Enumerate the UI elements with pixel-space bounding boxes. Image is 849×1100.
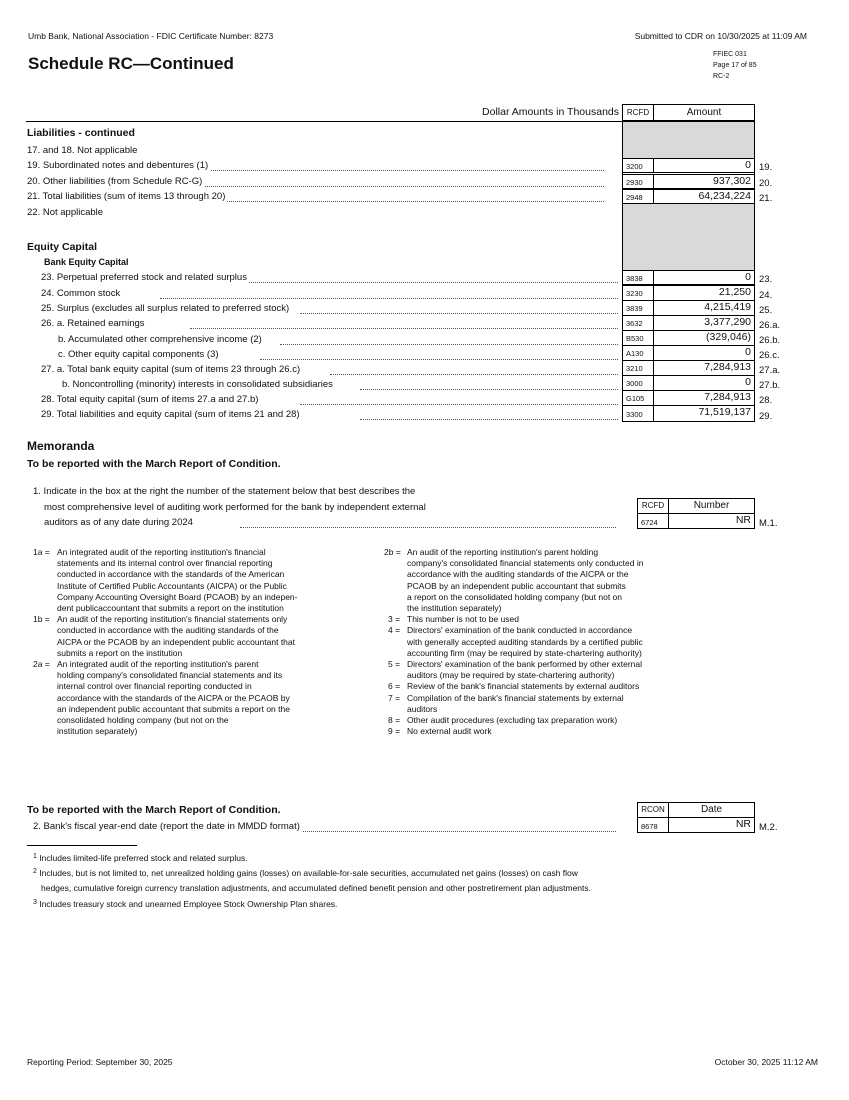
audit-option-number: 6 = <box>388 681 401 692</box>
leader-dots <box>300 404 618 405</box>
audit-option-line: Other audit procedures (excluding tax preparation work) <box>407 715 618 726</box>
item-code: 3838 <box>626 274 643 283</box>
item-amount: 937,302 <box>713 175 751 187</box>
footnote-text: Includes limited-life preferred stock and related surplus. <box>39 853 248 863</box>
audit-option-line: a report on the consolidated holding company (but not on <box>407 591 623 602</box>
audit-option-line: Review of the bank's financial statements by external auditors <box>407 681 640 692</box>
audit-option-line: an independent public accountant that submits a report on the <box>57 703 290 714</box>
reporting-period: Reporting Period: September 30, 2025 <box>27 1057 173 1067</box>
audit-option-text <box>33 547 298 614</box>
line-item-label: 17. and 18. Not applicable <box>27 145 138 156</box>
amount-cell <box>653 174 755 189</box>
item-amount: NR <box>735 818 751 830</box>
item-ref: 28. <box>759 395 773 406</box>
memo-item2-label: 2. Bank's fiscal year-end date (report the date in MMDD format) <box>33 821 300 832</box>
footnote-text: hedges, cumulative foreign currency translation adjustments, and accumulated defined benefit pension and other postretirement plan adjustments. <box>41 883 591 893</box>
audit-option-line: AICPA or the PCAOB by an independent public accountant that <box>57 636 295 647</box>
amount-header-cell <box>653 104 755 121</box>
amount-cell <box>653 189 755 204</box>
line-item-label: 26. a. Retained earnings <box>41 318 145 329</box>
audit-option-line: An integrated audit of the reporting institution's financial <box>57 547 266 557</box>
audit-option-text <box>384 693 643 715</box>
line-item-label: 27. a. Total bank equity capital (sum of items 23 through 26.c) <box>41 364 301 375</box>
audit-option-line: auditors (may be required by state-chartering authority) <box>407 670 615 681</box>
audit-option-number: 8 = <box>388 715 401 726</box>
item-amount: 0 <box>745 159 751 171</box>
audit-option-number: 9 = <box>388 726 401 737</box>
item-ref: 27.b. <box>759 380 781 391</box>
item-ref: 19. <box>759 162 773 173</box>
item-code: 3200 <box>626 162 643 171</box>
item-code: 2948 <box>626 193 643 202</box>
item-code: 3210 <box>626 364 643 373</box>
item-ref: 26.a. <box>759 320 781 331</box>
footnote-text: Includes treasury stock and unearned Employee Stock Ownership Plan shares. <box>39 899 338 909</box>
audit-option-line: This number is not to be used <box>407 614 519 625</box>
audit-option-text <box>384 614 643 625</box>
leader-dots <box>200 282 618 283</box>
audit-option-line: accounting firm (may be required by state-chartering authority) <box>407 647 642 658</box>
item-code: 8678 <box>641 822 658 831</box>
audit-option-line: internal control over financial reporting conducted in <box>57 681 252 692</box>
audit-option-line: consolidated holding company (but not on the <box>57 715 229 726</box>
memoranda-title: Memoranda <box>27 439 95 453</box>
footnote-number: 3 <box>33 899 37 906</box>
audit-option-line: holding company's consolidated financial statements and its <box>57 670 283 681</box>
memo2-code-header: RCON <box>641 805 665 814</box>
code-cell <box>622 360 654 376</box>
audit-option-line: An audit of the reporting institution's parent holding <box>407 547 599 557</box>
audit-option-line: submits a report on the institution <box>57 647 183 658</box>
submission-info: Submitted to CDR on 10/30/2025 at 11:09 AM <box>634 31 807 41</box>
audit-option-number: 3 = <box>388 614 401 625</box>
footnote-number: 2 <box>33 868 37 875</box>
page-title: Schedule RC—Continued <box>28 54 234 73</box>
code-cell <box>622 285 654 301</box>
audit-option-line: company's consolidated financial statements only conducted in <box>407 558 644 569</box>
code-cell <box>622 315 654 331</box>
memo2-value-header: Date <box>700 804 723 815</box>
memoranda-subtitle: To be reported with the March Report of Condition. <box>27 458 281 470</box>
number-header-cell <box>668 498 755 514</box>
line-item-label: 24. Common stock <box>41 288 121 299</box>
footnote-3 <box>33 899 337 909</box>
audit-option-line: PCAOB by an independent public accountant that submits <box>407 580 626 591</box>
bank-name: Umb Bank, National Association - FDIC Certificate Number: 8273 <box>28 31 274 41</box>
line-item-label: 29. Total liabilities and equity capital (sum of items 21 and 28) <box>41 409 300 420</box>
item-code: 3300 <box>626 410 643 419</box>
footnote-rule <box>27 845 137 846</box>
equity-section-title: Equity Capital <box>27 241 98 253</box>
form-number: FFIEC 031 <box>713 51 747 58</box>
footnote-1 <box>33 853 248 863</box>
leader-dots <box>240 527 616 528</box>
leader-dots <box>330 374 618 375</box>
rcfd-header-cell <box>637 498 669 514</box>
audit-option <box>33 659 298 737</box>
item-ref: 26.b. <box>759 335 781 346</box>
memo1-value-header: Number <box>693 500 730 511</box>
leader-dots <box>260 359 618 360</box>
footer-timestamp: October 30, 2025 11:12 AM <box>714 1057 818 1067</box>
line-item-label: b. Noncontrolling (minority) interests in consolidated subsidiaries <box>62 379 333 390</box>
line-item-label: 19. Subordinated notes and debentures (1) <box>27 160 209 171</box>
rcfd-header-cell <box>622 104 654 121</box>
audit-option-number: 2a = <box>33 659 50 670</box>
shaded-block <box>623 204 755 270</box>
footnote-number: 1 <box>33 853 37 860</box>
item-code: G105 <box>626 394 645 403</box>
amount-cell <box>653 390 755 406</box>
audit-option <box>384 693 643 715</box>
code-cell <box>622 189 654 204</box>
audit-option-line: Directors' examination of the bank conducted in accordance <box>407 625 633 636</box>
audit-option <box>33 547 298 614</box>
leader-dots <box>300 831 616 832</box>
audit-option <box>384 659 643 681</box>
dollar-amounts-label: Dollar Amounts in Thousands <box>482 106 619 118</box>
footnote-2 <box>33 868 578 878</box>
code-cell <box>622 375 654 391</box>
audit-option-line: with generally accepted auditing standards by a certified public <box>407 636 643 647</box>
line-item-label: 28. Total equity capital (sum of items 27.a and 27.b) <box>41 394 259 405</box>
code-cell <box>622 174 654 189</box>
audit-option-number: 5 = <box>388 659 401 670</box>
item-amount: 0 <box>745 376 751 388</box>
amount-cell <box>653 158 755 173</box>
item-amount: 3,377,290 <box>704 316 751 328</box>
item-ref: M.1. <box>759 518 778 529</box>
memo-item2-subtitle: To be reported with the March Report of Condition. <box>27 804 281 816</box>
leader-dots <box>160 298 618 299</box>
audit-option-text <box>33 614 298 659</box>
item-amount: 21,250 <box>718 286 751 298</box>
audit-option-line: accordance with the standards of the AICPA or the PCAOB by <box>57 692 290 703</box>
line-item-label: 21. Total liabilities (sum of items 13 through 20) <box>27 191 226 202</box>
audit-option-line: An integrated audit of the reporting institution's parent <box>57 659 259 670</box>
item-ref: 25. <box>759 305 773 316</box>
leader-dots <box>360 419 618 420</box>
code-cell <box>637 817 669 833</box>
footnote-text: Includes, but is not limited to, net unrealized holding gains (losses) on available-for-sale securities, accumulated net gains (losses) on cash flow <box>39 868 578 878</box>
amount-cell <box>653 270 755 285</box>
leader-dots <box>280 344 618 345</box>
item-code: A130 <box>626 349 644 358</box>
item-ref: 27.a. <box>759 365 781 376</box>
item-code: 3632 <box>626 319 643 328</box>
code-cell <box>622 390 654 406</box>
audit-option <box>384 625 643 659</box>
leader-dots <box>190 328 618 329</box>
audit-option <box>33 614 298 659</box>
audit-option-line: auditors <box>407 703 438 714</box>
memo-item1-line1: 1. Indicate in the box at the right the number of the statement below that best describes the <box>33 486 416 497</box>
item-code: 3839 <box>626 304 643 313</box>
page-number: Page 17 of 85 <box>713 62 757 69</box>
date-header-cell <box>668 802 755 818</box>
line-item-label: 22. Not applicable <box>27 207 104 218</box>
item-amount: 7,284,913 <box>704 361 751 373</box>
audit-option-number: 2b = <box>384 547 401 557</box>
amount-cell <box>668 817 755 833</box>
amount-cell <box>653 285 755 301</box>
audit-option-line: conducted in accordance with the standards of the American <box>57 569 285 580</box>
item-code: 3230 <box>626 289 643 298</box>
audit-option-text <box>384 659 643 681</box>
audit-option-line: accordance with the auditing standards of the AICPA or the <box>407 569 629 580</box>
amount-cell <box>653 360 755 376</box>
audit-option-list-left <box>33 547 298 737</box>
amount-header: Amount <box>686 107 722 118</box>
code-cell <box>622 158 654 173</box>
audit-option-text <box>33 659 298 737</box>
audit-option-text <box>384 547 643 614</box>
audit-option <box>384 547 643 614</box>
line-item-label: b. Accumulated other comprehensive income (2) <box>58 334 262 345</box>
audit-option <box>384 614 643 625</box>
item-code: 2930 <box>626 178 643 187</box>
item-amount: 7,284,913 <box>704 391 751 403</box>
audit-option-line: statements and its internal control over financial reporting <box>57 558 273 569</box>
line-item-label: c. Other equity capital components (3) <box>58 349 219 360</box>
audit-option-list-right <box>384 547 643 737</box>
memo-item1-line3: auditors as of any date during 2024 <box>44 517 193 528</box>
audit-option-line: Company Accounting Oversight Board (PCAOB) by an indepen- <box>57 591 298 602</box>
audit-option-text <box>384 681 643 692</box>
code-cell <box>622 270 654 285</box>
item-amount: 64,234,224 <box>698 190 751 202</box>
amount-cell <box>668 513 755 529</box>
item-amount: 0 <box>745 271 751 283</box>
item-ref: 23. <box>759 274 773 285</box>
audit-option-line: Institute of Certified Public Accountants (AICPA) or the Public <box>57 580 287 591</box>
rcfd-header: RCFD <box>626 108 650 117</box>
code-cell <box>622 300 654 316</box>
audit-option <box>384 715 643 726</box>
item-ref: 29. <box>759 411 773 422</box>
item-ref: 21. <box>759 193 773 204</box>
item-code: 3000 <box>626 379 643 388</box>
audit-option-line: No external audit work <box>407 726 492 737</box>
item-ref: 26.c. <box>759 350 780 361</box>
audit-option-text <box>384 726 643 737</box>
amount-cell <box>653 375 755 391</box>
audit-option-text <box>384 625 643 659</box>
audit-option-line: institution separately) <box>57 726 138 737</box>
item-amount: 0 <box>745 346 751 358</box>
schedule-code: RC-2 <box>713 73 730 80</box>
item-code: 6724 <box>641 518 658 527</box>
audit-option-text <box>384 715 643 726</box>
amount-cell <box>653 345 755 361</box>
item-amount: NR <box>735 514 751 526</box>
audit-option <box>384 681 643 692</box>
code-cell <box>637 513 669 529</box>
leader-dots <box>360 389 618 390</box>
amount-cell <box>653 300 755 316</box>
audit-option-number: 1a = <box>33 547 50 557</box>
item-amount: 71,519,137 <box>698 406 751 418</box>
code-cell <box>622 345 654 361</box>
code-cell <box>622 330 654 346</box>
audit-option-line: Directors' examination of the bank performed by other external <box>407 659 643 670</box>
memo1-code-header: RCFD <box>641 501 665 510</box>
line-item-label: 25. Surplus (excludes all surplus related to preferred stock) <box>41 303 290 314</box>
code-cell <box>622 405 654 422</box>
liabilities-section-title: Liabilities - continued <box>27 127 135 139</box>
item-code: B530 <box>626 334 644 343</box>
audit-option-number: 4 = <box>388 625 401 636</box>
line-item-label: 20. Other liabilities (from Schedule RC-G) <box>27 176 203 187</box>
audit-option-line: conducted in accordance with the auditing standards of the <box>57 625 279 636</box>
line-item-label: 23. Perpetual preferred stock and related surplus <box>41 272 247 283</box>
amount-cell <box>653 330 755 346</box>
item-amount: (329,046) <box>706 331 751 343</box>
audit-option-number: 7 = <box>388 692 401 703</box>
rcon-header-cell <box>637 802 669 818</box>
equity-subsection-title: Bank Equity Capital <box>44 257 129 267</box>
audit-option-line: dent publicaccountant that submits a report on the institution <box>57 603 284 614</box>
item-amount: 4,215,419 <box>704 301 751 313</box>
footnote-2-continued <box>41 883 591 893</box>
leader-dots <box>300 313 618 314</box>
audit-option-number: 1b = <box>33 614 50 625</box>
audit-option <box>384 726 643 737</box>
item-ref: M.2. <box>759 822 778 833</box>
memo-item1-line2: most comprehensive level of auditing work performed for the bank by independent external <box>44 502 426 513</box>
shaded-block <box>623 122 755 158</box>
amount-cell <box>653 315 755 331</box>
audit-option-line: the institution separately) <box>407 603 502 614</box>
audit-option-line: An audit of the reporting institution's financial statements only <box>57 614 288 625</box>
audit-option-line: Compilation of the bank's financial statements by external <box>407 692 624 703</box>
item-ref: 20. <box>759 178 773 189</box>
item-ref: 24. <box>759 290 773 301</box>
amount-cell <box>653 405 755 422</box>
